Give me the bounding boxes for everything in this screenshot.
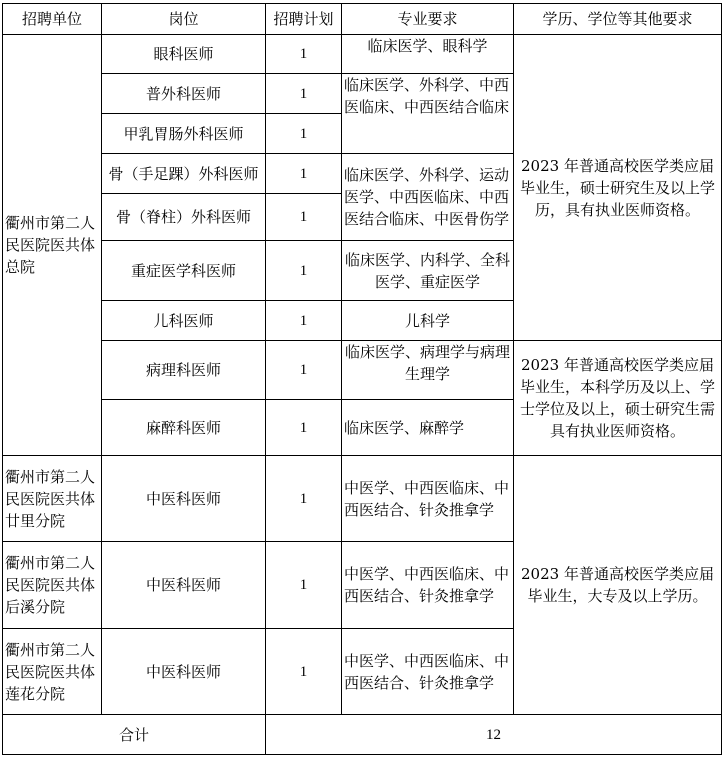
requirement-cell: 2023 年普通高校医学类应届毕业生，本科学历及以上、学士学位及以上，硕士研究生需具有执业医师资格。 bbox=[514, 341, 722, 456]
count-cell: 1 bbox=[266, 241, 342, 301]
table-row bbox=[3, 456, 722, 542]
header-education: 学历、学位等其他要求 bbox=[514, 4, 722, 35]
header-count: 招聘计划 bbox=[266, 4, 342, 35]
major-cell: 中医学、中西医临床、中西医结合、针灸推拿学 bbox=[342, 629, 514, 715]
unit-houxi: 衢州市第二人民医院医共体后溪分院 bbox=[3, 542, 102, 629]
position-cell: 甲乳胃肠外科医师 bbox=[102, 114, 266, 154]
table-row bbox=[3, 35, 722, 74]
count-cell: 1 bbox=[266, 74, 342, 114]
major-cell: 临床医学、外科学、中西医临床、中西医结合临床 bbox=[342, 74, 514, 154]
position-cell: 中医科医师 bbox=[102, 542, 266, 629]
unit-nianli: 衢州市第二人民医院医共体廿里分院 bbox=[3, 456, 102, 542]
count-cell: 1 bbox=[266, 341, 342, 400]
position-cell: 骨（脊柱）外科医师 bbox=[102, 194, 266, 241]
position-cell: 中医科医师 bbox=[102, 629, 266, 715]
position-cell: 儿科医师 bbox=[102, 301, 266, 341]
table-row bbox=[3, 341, 722, 400]
unit-lianhua: 衢州市第二人民医院医共体莲花分院 bbox=[3, 629, 102, 715]
count-cell: 1 bbox=[266, 114, 342, 154]
requirement-cell: 2023 年普通高校医学类应届毕业生，大专及以上学历。 bbox=[514, 456, 722, 715]
position-cell: 重症医学科医师 bbox=[102, 241, 266, 301]
header-row bbox=[3, 4, 722, 35]
position-cell: 病理科医师 bbox=[102, 341, 266, 400]
major-cell: 中医学、中西医临床、中西医结合、针灸推拿学 bbox=[342, 542, 514, 629]
header-position: 岗位 bbox=[102, 4, 266, 35]
major-cell: 临床医学、外科学、运动医学、中西医临床、中西医结合临床、中医骨伤学 bbox=[342, 154, 514, 241]
position-cell: 眼科医师 bbox=[102, 35, 266, 74]
count-cell: 1 bbox=[266, 456, 342, 542]
requirement-cell: 2023 年普通高校医学类应届毕业生，硕士研究生及以上学历，具有执业医师资格。 bbox=[514, 35, 722, 341]
count-cell: 1 bbox=[266, 629, 342, 715]
count-cell: 1 bbox=[266, 400, 342, 456]
header-major: 专业要求 bbox=[342, 4, 514, 35]
recruitment-table bbox=[2, 3, 722, 755]
position-cell: 普外科医师 bbox=[102, 74, 266, 114]
major-cell: 中医学、中西医临床、中西医结合、针灸推拿学 bbox=[342, 456, 514, 542]
major-cell: 临床医学、麻醉学 bbox=[342, 400, 514, 456]
major-cell: 临床医学、病理学与病理生理学 bbox=[342, 341, 514, 400]
major-cell: 临床医学、眼科学 bbox=[342, 35, 514, 74]
unit-main: 衢州市第二人民医院医共体总院 bbox=[3, 35, 102, 456]
position-cell: 麻醉科医师 bbox=[102, 400, 266, 456]
header-unit: 招聘单位 bbox=[3, 4, 102, 35]
total-value: 12 bbox=[266, 715, 722, 755]
position-cell: 中医科医师 bbox=[102, 456, 266, 542]
total-label: 合计 bbox=[3, 715, 266, 755]
count-cell: 1 bbox=[266, 301, 342, 341]
count-cell: 1 bbox=[266, 154, 342, 194]
major-cell: 临床医学、内科学、全科医学、重症医学 bbox=[342, 241, 514, 301]
total-row bbox=[3, 715, 722, 755]
count-cell: 1 bbox=[266, 194, 342, 241]
count-cell: 1 bbox=[266, 542, 342, 629]
count-cell: 1 bbox=[266, 35, 342, 74]
position-cell: 骨（手足踝）外科医师 bbox=[102, 154, 266, 194]
major-cell: 儿科学 bbox=[342, 301, 514, 341]
